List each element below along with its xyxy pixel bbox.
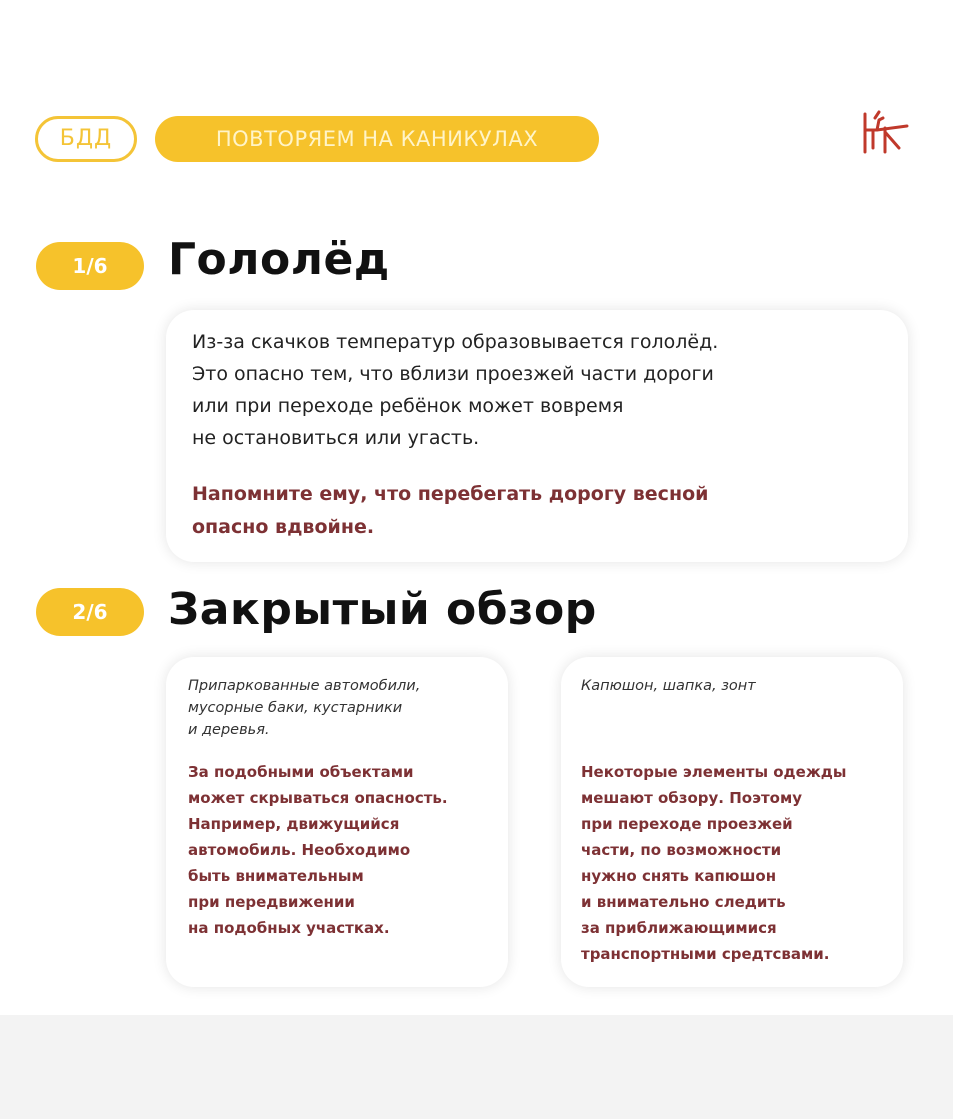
accent-line: Некоторые элементы одежды xyxy=(581,763,847,781)
caption-line: и деревья. xyxy=(188,722,270,738)
ice-reminder-line: Напомните ему, что перебегать дорогу весной xyxy=(192,483,709,505)
ice-body-line: или при переходе ребёнок может вовремя xyxy=(192,395,624,417)
tag-holidays: ПОВТОРЯЕМ НА КАНИКУЛАХ xyxy=(155,116,599,162)
top-band xyxy=(0,0,953,60)
obstacles-text xyxy=(188,759,486,941)
clothing-text xyxy=(581,759,883,967)
accent-line: нужно снять капюшон xyxy=(581,867,777,885)
accent-line: части, по возможности xyxy=(581,841,782,859)
ice-card xyxy=(166,310,908,562)
accent-line: при передвижении xyxy=(188,893,355,911)
ice-body-line: Из-за скачков температур образовывается гололёд. xyxy=(192,331,719,353)
ice-reminder xyxy=(192,478,882,544)
accent-line: автомобиль. Необходимо xyxy=(188,841,411,859)
ice-reminder-line: опасно вдвойне. xyxy=(192,516,375,538)
section-title-ice: Гололёд xyxy=(168,234,390,285)
caption-line: Припаркованные автомобили, xyxy=(188,678,421,694)
ice-body xyxy=(192,326,882,454)
ice-body-line: не остановиться или угасть. xyxy=(192,427,480,449)
bottom-band xyxy=(0,1015,953,1119)
section-number-2: 2/6 xyxy=(36,588,144,636)
section-title-view: Закрытый обзор xyxy=(168,584,597,635)
accent-line: За подобными объектами xyxy=(188,763,414,781)
clothing-caption xyxy=(581,675,883,697)
caption-line: мусорные баки, кустарники xyxy=(188,700,403,716)
ice-body-line: Это опасно тем, что вблизи проезжей части дороги xyxy=(192,363,714,385)
clothing-card xyxy=(561,657,903,987)
section-number-1: 1/6 xyxy=(36,242,144,290)
caption-line: Капюшон, шапка, зонт xyxy=(581,678,756,694)
accent-line: и внимательно следить xyxy=(581,893,786,911)
accent-line: может скрываться опасность. xyxy=(188,789,448,807)
accent-line: за приближающимися xyxy=(581,919,777,937)
accent-line: при переходе проезжей xyxy=(581,815,793,833)
accent-line: Например, движущийся xyxy=(188,815,400,833)
accent-line: мешают обзору. Поэтому xyxy=(581,789,803,807)
tag-bdd: БДД xyxy=(35,116,137,162)
chair-logo-icon xyxy=(855,108,913,158)
obstacles-card xyxy=(166,657,508,987)
accent-line: быть внимательным xyxy=(188,867,364,885)
obstacles-caption xyxy=(188,675,486,741)
accent-line: транспортными средтсвами. xyxy=(581,945,830,963)
accent-line: на подобных участках. xyxy=(188,919,390,937)
